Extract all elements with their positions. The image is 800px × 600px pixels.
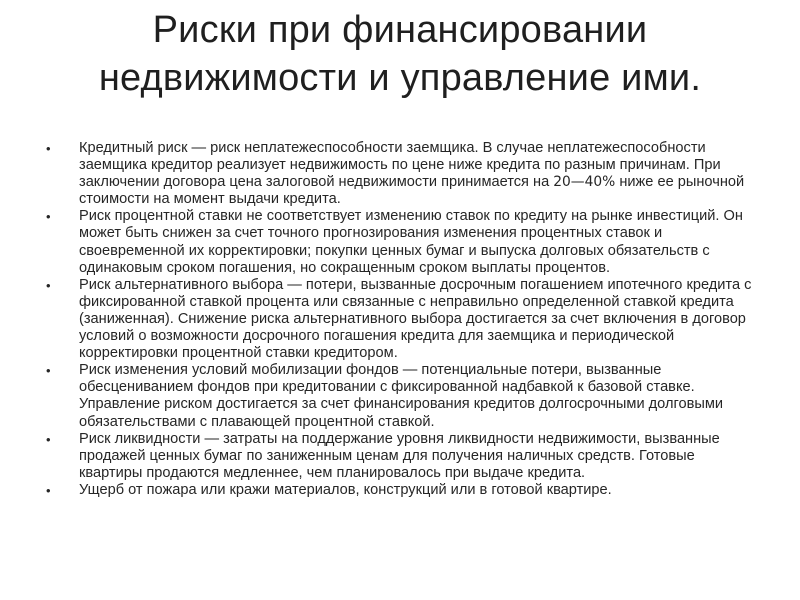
- bullet-list: [46, 140, 762, 499]
- bullet-dot-icon: •: [46, 141, 51, 156]
- bullet-alternative-choice-risk: [46, 277, 762, 362]
- bullet-liquidity-risk: [46, 431, 762, 482]
- bullet-text: Ущерб от пожара или кражи материалов, конструкций или в готовой квартире.: [79, 481, 612, 498]
- bullet-interest-rate-risk: [46, 208, 762, 276]
- bullet-text: Риск ликвидности — затраты на поддержание уровня ликвидности недвижимости, вызванные продажей ценных бумаг по заниженным ценам для получения наличных средств. Готовые квартиры продаются медленнее, чем планировалось при выдаче кредита.: [79, 430, 720, 481]
- bullet-text: Риск альтернативного выбора — потери, вызванные досрочным погашением ипотечного кредита с фиксированной ставкой процента или связанные с неправильно определенной ставкой кредита (заниженная). Снижение риска альтернативного выбора достигается за счет включения в договор условий о возможности досрочного погашения кредита для заемщика и периодической корректировки процентной ставки кредитором.: [79, 276, 752, 362]
- bullet-dot-icon: •: [46, 209, 51, 225]
- slide-title: Риски при финансировании недвижимости и управление ими.: [98, 9, 702, 99]
- bullet-dot-icon: •: [46, 363, 51, 379]
- bullet-text: Риск процентной ставки не соответствует изменению ставок по кредиту на рынке инвестиций. Он может быть снижен за счет точного прогнозирования изменения процентных ставок и своевременной их корректировки; покупки ценных бумаг и выпуска долговых обязательств с одинаковым сроком погашения, но сокращенным сроком выплаты процентов.: [79, 208, 743, 276]
- bullet-dot-icon: •: [46, 431, 51, 447]
- percent-range: 20—40%: [553, 174, 616, 191]
- bullet-text: ниже ее рыночной стоимости на момент выдачи кредита.: [79, 174, 745, 208]
- bullet-credit-risk: [46, 140, 762, 208]
- bullet-text: Риск изменения условий мобилизации фондов — потенциальные потери, вызванные обесцениванием фондов при кредитовании с фиксированной надбавкой к базовой ставке. Управление риском достигается за счет финансирования кредитов долгосрочными долговыми обязательствами с плавающей процентной ставкой.: [79, 362, 724, 430]
- bullet-dot-icon: •: [46, 277, 51, 293]
- bullet-dot-icon: •: [46, 482, 51, 498]
- bullet-fund-mobilization-risk: [46, 362, 762, 430]
- bullet-text: Кредитный риск — риск неплатежеспособности заемщика. В случае неплатежеспособности заемщика кредитор реализует недвижимость по цене ниже кредита по разным причинам. При заключении договора цена залоговой недвижимости принимается на: [79, 140, 721, 191]
- bullet-damage-risk: [46, 482, 762, 499]
